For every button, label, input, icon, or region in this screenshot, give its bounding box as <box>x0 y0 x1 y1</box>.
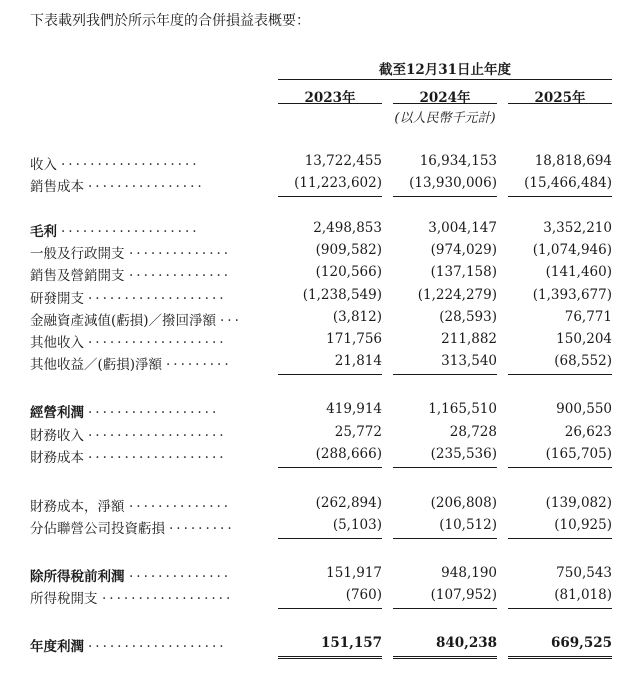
cell-value: 948,190 <box>441 565 497 581</box>
row-leader-dots: ................... <box>61 220 200 236</box>
intro-text: 下表載列我們於所示年度的合併損益表概要： <box>30 13 310 29</box>
row-leader-dots: .................. <box>102 587 234 603</box>
row-label: 研發開支 <box>30 291 84 307</box>
row-leader-dots: ................... <box>88 331 227 347</box>
table-row <box>30 309 612 331</box>
cell-value: (1,393,677) <box>532 287 612 303</box>
row-leader-dots: ................... <box>61 153 200 169</box>
cell-value: (141,460) <box>545 264 612 280</box>
row-label: 分佔聯營公司投資虧損 <box>30 521 165 537</box>
cell-value: 25,772 <box>334 424 382 440</box>
row-label: 銷售及營銷開支 <box>30 268 125 284</box>
subtotal-rule <box>393 196 497 197</box>
year-header-2024: 2024年 <box>419 90 471 106</box>
cell-value: 18,818,694 <box>534 153 612 169</box>
cell-value: 211,882 <box>441 331 497 347</box>
cell-value: (235,536) <box>430 446 497 462</box>
row-leader-dots: ......... <box>169 517 235 533</box>
cell-value: 750,543 <box>556 565 612 581</box>
table-row <box>30 220 612 242</box>
subtotal-rule <box>508 538 612 539</box>
year-rule-2025 <box>508 103 612 104</box>
cell-value: (262,894) <box>315 495 382 511</box>
subtotal-rule <box>393 538 497 539</box>
subtotal-rule <box>508 467 612 468</box>
table-row <box>30 517 612 539</box>
row-label: 財務成本 <box>30 450 84 466</box>
cell-value: (15,466,484) <box>524 175 612 191</box>
subtotal-rule <box>393 374 497 375</box>
row-leader-dots: .............. <box>129 565 232 581</box>
row-label: 一般及行政開支 <box>30 246 125 262</box>
table-row <box>30 424 612 446</box>
row-label: 其他收益／(虧損)淨額 <box>30 357 163 373</box>
cell-value: 669,525 <box>550 635 612 651</box>
row-leader-dots: .............. <box>129 264 232 280</box>
subtotal-rule <box>278 374 382 375</box>
period-header: 截至12月31日止年度 <box>378 62 512 78</box>
row-leader-dots: ................... <box>88 446 227 462</box>
row-label: 所得稅開支 <box>30 591 98 607</box>
cell-value: 28,728 <box>449 424 497 440</box>
cell-value: 3,352,210 <box>543 220 612 236</box>
row-label: 財務收入 <box>30 428 84 444</box>
row-label: 毛利 <box>30 224 57 240</box>
subtotal-rule <box>393 608 497 609</box>
cell-value: (1,074,946) <box>532 242 612 258</box>
row-label: 除所得稅前利潤 <box>30 569 125 585</box>
subtotal-rule <box>393 467 497 468</box>
cell-value: (1,224,279) <box>417 287 497 303</box>
table-row <box>30 565 612 587</box>
subtotal-rule <box>278 608 382 609</box>
cell-value: (974,029) <box>430 242 497 258</box>
cell-value: (5,103) <box>332 517 382 533</box>
table-row <box>30 242 612 264</box>
subtotal-rule <box>278 196 382 197</box>
cell-value: (13,930,006) <box>409 175 497 191</box>
row-leader-dots: .............. <box>129 495 232 511</box>
cell-value: 151,917 <box>326 565 382 581</box>
cell-value: (206,808) <box>430 495 497 511</box>
cell-value: (909,582) <box>315 242 382 258</box>
cell-value: 26,623 <box>564 424 612 440</box>
row-leader-dots: ......... <box>166 353 232 369</box>
cell-value: 313,540 <box>441 353 497 369</box>
row-leader-dots: ... <box>220 309 242 325</box>
year-rule-2024 <box>393 103 497 104</box>
cell-value: 16,934,153 <box>419 153 497 169</box>
row-leader-dots: .................. <box>88 401 220 417</box>
period-header-rule <box>278 79 612 80</box>
year-rule-2023 <box>278 103 382 104</box>
table-row <box>30 287 612 309</box>
subtotal-rule <box>508 374 612 375</box>
table-row <box>30 175 612 197</box>
subtotal-rule <box>278 467 382 468</box>
table-row <box>30 587 612 609</box>
row-label: 收入 <box>30 157 57 173</box>
cell-value: 13,722,455 <box>304 153 382 169</box>
cell-value: 151,157 <box>320 635 382 651</box>
cell-value: 171,756 <box>326 331 382 347</box>
cell-value: (11,223,602) <box>294 175 382 191</box>
cell-value: (120,566) <box>315 264 382 280</box>
row-leader-dots: ................... <box>88 635 227 651</box>
cell-value: (81,018) <box>554 587 612 603</box>
cell-value: (760) <box>345 587 382 603</box>
table-row <box>30 353 612 375</box>
row-label: 年度利潤 <box>30 639 84 655</box>
table-row <box>30 401 612 423</box>
cell-value: (28,593) <box>439 309 497 325</box>
table-row <box>30 331 612 353</box>
total-double-rule <box>508 656 612 659</box>
cell-value: (68,552) <box>554 353 612 369</box>
cell-value: 2,498,853 <box>313 220 382 236</box>
cell-value: (139,082) <box>545 495 612 511</box>
row-leader-dots: ................... <box>88 424 227 440</box>
cell-value: (137,158) <box>430 264 497 280</box>
cell-value: (288,666) <box>315 446 382 462</box>
total-double-rule <box>393 656 497 659</box>
row-label: 經營利潤 <box>30 405 84 421</box>
cell-value: 76,771 <box>564 309 612 325</box>
row-label: 銷售成本 <box>30 179 84 195</box>
cell-value: 419,914 <box>326 401 382 417</box>
cell-value: 840,238 <box>435 635 497 651</box>
table-row <box>30 153 612 175</box>
cell-value: (165,705) <box>545 446 612 462</box>
total-double-rule <box>278 656 382 659</box>
cell-value: 150,204 <box>556 331 612 347</box>
table-row <box>30 635 612 657</box>
cell-value: 21,814 <box>334 353 382 369</box>
cell-value: 1,165,510 <box>428 401 497 417</box>
subtotal-rule <box>278 538 382 539</box>
table-row <box>30 495 612 517</box>
unit-note: (以人民幣千元計) <box>394 111 496 126</box>
subtotal-rule <box>508 608 612 609</box>
table-row <box>30 446 612 468</box>
row-leader-dots: ................ <box>88 175 205 191</box>
row-label: 金融資產減值(虧損)／撥回淨額 <box>30 313 217 329</box>
table-row <box>30 264 612 286</box>
cell-value: (3,812) <box>332 309 382 325</box>
cell-value: (10,512) <box>439 517 497 533</box>
year-header-2025: 2025年 <box>534 90 586 106</box>
row-leader-dots: ................... <box>88 287 227 303</box>
subtotal-rule <box>508 196 612 197</box>
cell-value: 900,550 <box>556 401 612 417</box>
row-label: 財務成本，淨額 <box>30 499 125 515</box>
cell-value: (10,925) <box>554 517 612 533</box>
cell-value: (1,238,549) <box>302 287 382 303</box>
cell-value: (107,952) <box>430 587 497 603</box>
year-header-2023: 2023年 <box>304 90 356 106</box>
row-label: 其他收入 <box>30 335 84 351</box>
cell-value: 3,004,147 <box>428 220 497 236</box>
row-leader-dots: .............. <box>129 242 232 258</box>
